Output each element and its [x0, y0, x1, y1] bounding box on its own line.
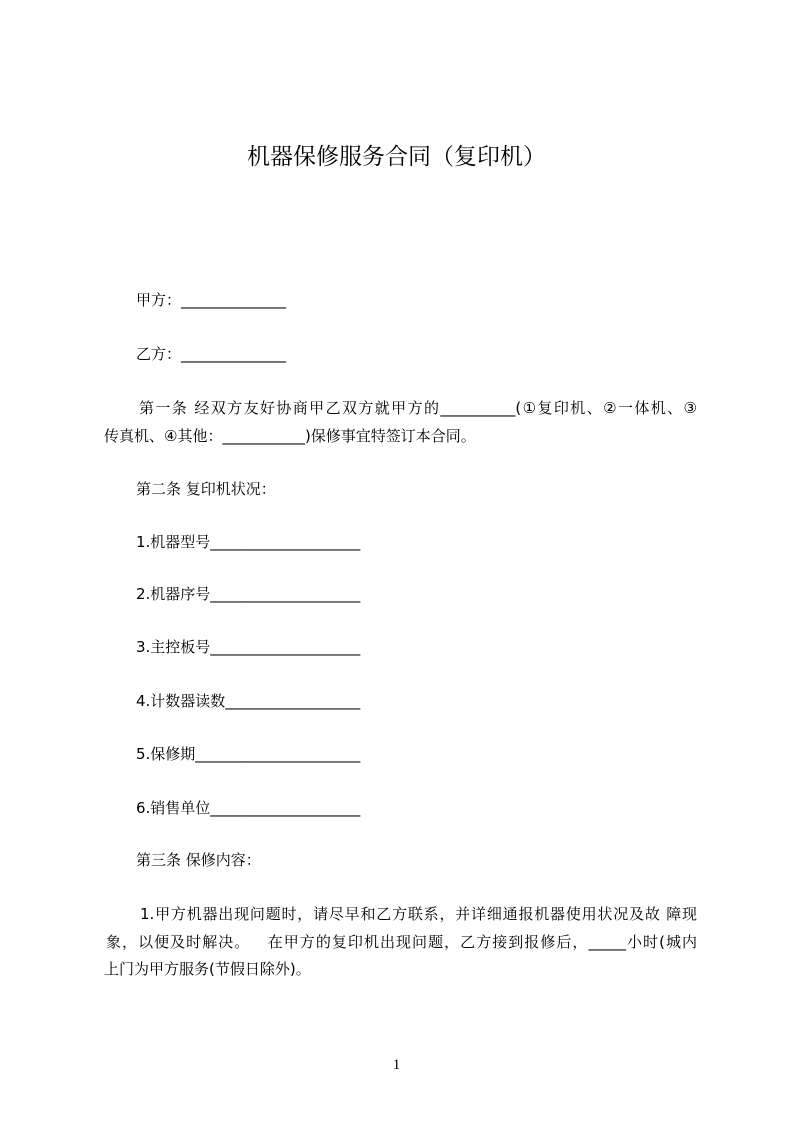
article-1-text-line: 第一条 经双方友好协商甲乙双方就甲方的__________(①复印机、②一体机、③: [139, 399, 697, 417]
article-1-text-line: 传真机、④其他：___________)保修事宜特签订本合同。: [104, 427, 476, 445]
article-3-heading: 第三条 保修内容：: [136, 851, 261, 869]
page-number: 1: [392, 1057, 401, 1073]
article-3-text-line: 象，以便及时解决。 在甲方的复印机出现问题，乙方接到报修后，_____小时(城内: [106, 933, 697, 951]
document-title: 机器保修服务合同（复印机）: [247, 144, 546, 170]
sales-unit-field: 6.销售单位____________________: [136, 799, 361, 817]
machine-model-field: 1.机器型号____________________: [136, 533, 361, 551]
main-board-field: 3.主控板号____________________: [136, 638, 361, 656]
counter-reading-field: 4.计数器读数__________________: [136, 692, 361, 710]
machine-serial-field: 2.机器序号____________________: [136, 585, 361, 603]
warranty-period-field: 5.保修期______________________: [136, 745, 361, 763]
article-3-text-line: 1.甲方机器出现问题时，请尽早和乙方联系，并详细通报机器使用状况及故 障现: [140, 905, 697, 923]
article-2-heading: 第二条 复印机状况：: [136, 480, 276, 498]
party-b-line: 乙方：______________: [136, 345, 287, 363]
article-3-text-line: 上门为甲方服务(节假日除外)。: [104, 960, 311, 978]
party-a-line: 甲方：______________: [136, 291, 287, 309]
